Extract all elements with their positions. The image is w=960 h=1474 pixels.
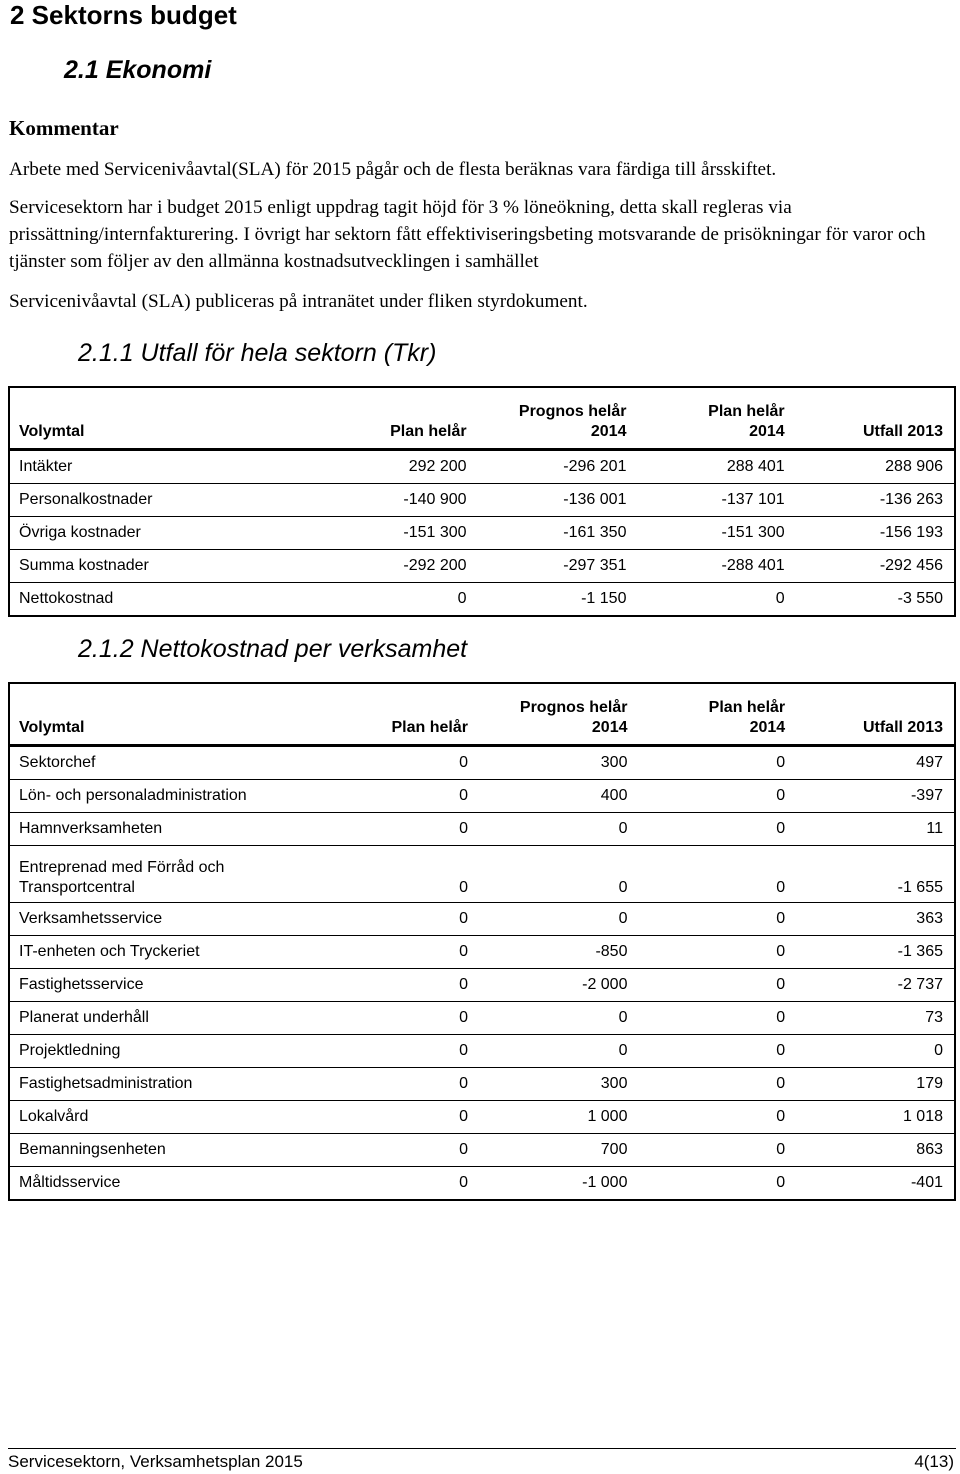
table-header-row <box>9 387 955 450</box>
cell-value: -2 000 <box>479 969 639 1002</box>
cell-value: 11 <box>796 813 955 846</box>
cell-value: 363 <box>796 903 955 936</box>
table-row <box>9 780 955 813</box>
table-row <box>9 1101 955 1134</box>
cell-value: 0 <box>326 780 479 813</box>
table-row <box>9 903 955 936</box>
table-row <box>9 813 955 846</box>
cell-value: 1 018 <box>796 1101 955 1134</box>
table-row <box>9 1134 955 1167</box>
cell-value: 0 <box>326 1002 479 1035</box>
cell-value: 863 <box>796 1134 955 1167</box>
cell-value: 0 <box>326 846 479 903</box>
col-header-prognos-line2: 2014 <box>591 719 628 736</box>
cell-value: -1 150 <box>478 583 638 617</box>
col-header-utfall: Utfall 2013 <box>796 387 955 450</box>
table-row <box>9 936 955 969</box>
cell-value: 300 <box>600 754 628 771</box>
cell-value: 288 401 <box>726 458 785 475</box>
cell-value: 0 <box>638 1101 796 1134</box>
table-row <box>9 484 955 517</box>
cell-value: -136 263 <box>796 484 955 517</box>
row-label: Hamnverksamheten <box>9 813 326 846</box>
row-label: Lön- och personaladministration <box>9 780 326 813</box>
comment-label: Kommentar <box>9 116 119 140</box>
cell-value: 0 <box>638 846 796 903</box>
cell-value: -2 737 <box>796 969 955 1002</box>
row-label: Bemanningsenheten <box>9 1134 326 1167</box>
cell-value: 0 <box>638 1002 796 1035</box>
col-header-utfall: Utfall 2013 <box>796 683 955 746</box>
cell-value: -292 200 <box>324 550 478 583</box>
footer-divider <box>8 1448 956 1449</box>
table-row <box>9 1167 955 1201</box>
cell-value: -3 550 <box>796 583 955 617</box>
cell-value: 0 <box>326 813 479 846</box>
col-header-plan-2014-line2: 2014 <box>749 719 786 736</box>
cell-value: 0 <box>479 846 639 903</box>
table-row <box>9 969 955 1002</box>
cell-value: 0 <box>326 1101 479 1134</box>
col-header-prognos <box>478 387 638 450</box>
paragraph-budget: Servicesektorn har i budget 2015 enligt uppdrag tagit höjd för 3 % löneökning, detta skall regleras via prissättning/internfakturering. I övrigt har sektorn fått effektiviseringsbeting motsvarande de prisökningar för varor och tjänster som följer av den allmänna kostnadsutvecklingen i samhället <box>9 197 926 272</box>
row-label: Måltidsservice <box>9 1167 326 1201</box>
cell-value: 0 <box>638 780 796 813</box>
cell-value: 0 <box>479 1002 639 1035</box>
cell-value: 700 <box>479 1134 639 1167</box>
cell-value: 0 <box>479 813 639 846</box>
table-row <box>9 1002 955 1035</box>
row-label: IT-enheten och Tryckeriet <box>9 936 326 969</box>
cell-value: 0 <box>459 754 468 771</box>
cell-value: 0 <box>638 903 796 936</box>
cell-value: 0 <box>638 1035 796 1068</box>
col-header-plan-2014 <box>637 387 795 450</box>
col-header-volymtal: Volymtal <box>9 387 324 450</box>
cell-value: 0 <box>479 903 639 936</box>
cell-value: -292 456 <box>796 550 955 583</box>
net-cost-table <box>8 682 956 1201</box>
row-label: Personalkostnader <box>9 484 324 517</box>
row-label: Summa kostnader <box>9 550 324 583</box>
cell-value: 0 <box>796 1035 955 1068</box>
cell-value: -140 900 <box>324 484 478 517</box>
row-label: Intäkter <box>19 458 73 475</box>
table-row <box>9 846 955 903</box>
col-header-plan-2014-line1: Plan helår <box>708 699 786 716</box>
cell-value: 300 <box>479 1068 639 1101</box>
col-header-plan-2014-line2: 2014 <box>749 423 785 440</box>
cell-value: 0 <box>324 583 478 617</box>
cell-value: -1 655 <box>796 846 955 903</box>
cell-value: 179 <box>796 1068 955 1101</box>
section-heading: 2.1 Ekonomi <box>64 56 212 84</box>
row-label: Lokalvård <box>9 1101 326 1134</box>
col-header-plan: Plan helår <box>326 683 479 746</box>
table-row <box>9 746 955 780</box>
cell-value: 1 000 <box>479 1101 639 1134</box>
col-header-plan-2014 <box>638 683 796 746</box>
row-label: Fastighetsservice <box>9 969 326 1002</box>
footer-document-title: Servicesektorn, Verksamhetsplan 2015 <box>8 1452 303 1471</box>
cell-value: 0 <box>776 754 786 771</box>
cell-value: 0 <box>638 936 796 969</box>
cell-value: 0 <box>638 1134 796 1167</box>
row-label: Fastighetsadministration <box>9 1068 326 1101</box>
cell-value: 0 <box>326 969 479 1002</box>
table-row <box>9 583 955 617</box>
cell-value: -297 351 <box>478 550 638 583</box>
table-row <box>9 450 955 484</box>
row-label: Sektorchef <box>19 754 96 771</box>
cell-value: 0 <box>326 1068 479 1101</box>
row-label: Planerat underhåll <box>9 1002 326 1035</box>
row-label: Verksamhetsservice <box>9 903 326 936</box>
page-heading: 2 Sektorns budget <box>10 0 237 30</box>
col-header-plan-2014-line1: Plan helår <box>708 403 785 420</box>
subsection-title-outcome: 2.1.1 Utfall för hela sektorn (Tkr) <box>78 339 437 367</box>
cell-value: -151 300 <box>637 517 795 550</box>
col-header-prognos <box>479 683 639 746</box>
row-label: Projektledning <box>9 1035 326 1068</box>
paragraph-sla-publication: Servicenivåavtal (SLA) publiceras på intranätet under fliken styrdokument. <box>9 291 588 312</box>
paragraph-sla-progress: Arbete med Servicenivåavtal(SLA) för 2015 pågår och de flesta beräknas vara färdiga till årsskiftet. <box>9 159 777 180</box>
cell-value: -397 <box>796 780 955 813</box>
cell-value: -850 <box>479 936 639 969</box>
cell-value: 0 <box>326 1167 479 1201</box>
col-header-prognos-line2: 2014 <box>590 423 627 440</box>
table-header-row <box>9 683 955 746</box>
cell-value: 288 906 <box>885 458 943 475</box>
cell-value: -136 001 <box>478 484 638 517</box>
cell-value: -137 101 <box>637 484 795 517</box>
cell-value: -1 365 <box>796 936 955 969</box>
cell-value: 497 <box>916 754 943 771</box>
col-header-plan: Plan helår <box>324 387 478 450</box>
cell-value: 0 <box>638 813 796 846</box>
cell-value: 0 <box>326 903 479 936</box>
cell-value: 0 <box>326 936 479 969</box>
cell-value: -296 201 <box>563 458 627 475</box>
cell-value: 0 <box>326 1134 479 1167</box>
cell-value: 73 <box>796 1002 955 1035</box>
cell-value: -151 300 <box>324 517 478 550</box>
cell-value: -1 000 <box>479 1167 639 1201</box>
col-header-prognos-line1: Prognos helår <box>519 699 628 716</box>
table-row <box>9 517 955 550</box>
row-label: Nettokostnad <box>9 583 324 617</box>
outcome-table <box>8 386 956 617</box>
cell-value: 400 <box>479 780 639 813</box>
row-label: Entreprenad med Förråd och Transportcentral <box>9 846 326 903</box>
cell-value: 0 <box>638 969 796 1002</box>
table-row <box>9 550 955 583</box>
cell-value: 0 <box>326 1035 479 1068</box>
col-header-volymtal: Volymtal <box>9 683 326 746</box>
cell-value: 0 <box>637 583 795 617</box>
footer-page-number: 4(13) <box>914 1452 954 1471</box>
cell-value: -161 350 <box>478 517 638 550</box>
cell-value: -401 <box>796 1167 955 1201</box>
cell-value: -156 193 <box>796 517 955 550</box>
row-label: Övriga kostnader <box>9 517 324 550</box>
table-row <box>9 1068 955 1101</box>
cell-value: -288 401 <box>637 550 795 583</box>
subsection-title-net-cost: 2.1.2 Nettokostnad per verksamhet <box>78 635 468 663</box>
table-row <box>9 1035 955 1068</box>
cell-value: 292 200 <box>408 458 467 475</box>
col-header-prognos-line1: Prognos helår <box>518 403 627 420</box>
cell-value: 0 <box>638 1068 796 1101</box>
cell-value: 0 <box>479 1035 639 1068</box>
cell-value: 0 <box>638 1167 796 1201</box>
